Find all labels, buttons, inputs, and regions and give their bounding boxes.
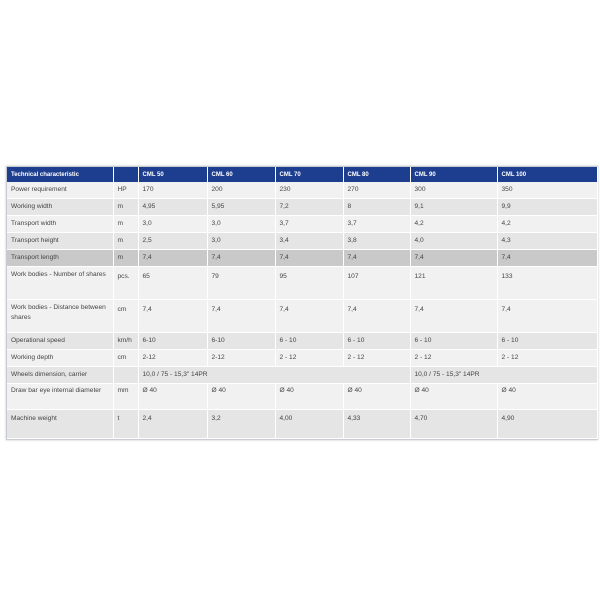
table-cell: Ø 40 [275,384,343,410]
row-unit: m [113,199,138,216]
table-cell: 6-10 [207,333,275,350]
table-cell: 7,4 [343,250,410,267]
table-cell: 121 [410,267,497,300]
table-cell: 4,33 [343,410,410,439]
row-unit: m [113,250,138,267]
table-cell: 350 [497,182,597,199]
table-cell: 7,4 [275,300,343,333]
table-cell: Ø 40 [138,384,207,410]
table-cell: 7,4 [497,300,597,333]
table-cell: 6-10 [138,333,207,350]
table-cell: 2 - 12 [497,350,597,367]
row-label: Machine weight [7,410,113,439]
table-cell: Ø 40 [410,384,497,410]
row-label: Work bodies - Number of shares [7,267,113,300]
table-cell: 7,4 [138,250,207,267]
table-row-highlighted [7,250,597,267]
table-cell: 4,0 [410,233,497,250]
table-cell: 4,3 [497,233,597,250]
table-cell: 200 [207,182,275,199]
table-cell: 107 [343,267,410,300]
table-cell: 7,2 [275,199,343,216]
table-row [7,182,597,199]
table-cell: 7,4 [497,250,597,267]
table-cell: 2 - 12 [275,350,343,367]
row-unit: km/h [113,333,138,350]
row-label: Work bodies - Distance between shares [7,300,113,333]
table-row [7,384,597,410]
row-label: Transport length [7,250,113,267]
row-unit: m [113,233,138,250]
table-cell: 3,7 [343,216,410,233]
table-cell-merged: 10,0 / 75 - 15,3" 14PR [138,367,410,384]
header-unit [113,167,138,182]
row-unit: cm [113,350,138,367]
table-cell: 4,70 [410,410,497,439]
table-cell: 6 - 10 [343,333,410,350]
table-row [7,333,597,350]
table-cell: 6 - 10 [410,333,497,350]
table-cell: 2,4 [138,410,207,439]
table-cell: 2-12 [138,350,207,367]
table-cell: 4,2 [497,216,597,233]
table-cell: 65 [138,267,207,300]
table-cell: 300 [410,182,497,199]
table-cell: 9,9 [497,199,597,216]
header-cml-90: CML 90 [410,167,497,182]
row-unit: cm [113,300,138,333]
table-cell: 9,1 [410,199,497,216]
row-label: Wheels dimension, carrier [7,367,113,384]
row-unit: mm [113,384,138,410]
table-cell: 7,4 [138,300,207,333]
table-cell: 6 - 10 [497,333,597,350]
table-cell: 3,2 [207,410,275,439]
table-row [7,300,597,333]
table-cell: 170 [138,182,207,199]
table-row [7,216,597,233]
table-cell: 3,0 [138,216,207,233]
table-cell: Ø 40 [343,384,410,410]
table-cell: 7,4 [410,250,497,267]
table-cell: 2 - 12 [410,350,497,367]
table-row [7,199,597,216]
row-label: Transport height [7,233,113,250]
tech-spec-table [7,167,598,439]
table-cell: 230 [275,182,343,199]
table-cell: 7,4 [275,250,343,267]
table-cell: 7,4 [207,300,275,333]
table-cell: 3,4 [275,233,343,250]
row-unit: HP [113,182,138,199]
table-cell: 2-12 [207,350,275,367]
table-cell: 8 [343,199,410,216]
row-label: Transport width [7,216,113,233]
header-row [7,167,597,182]
row-unit [113,367,138,384]
table-cell: 95 [275,267,343,300]
row-label: Draw bar eye internal diameter [7,384,113,410]
table-row [7,350,597,367]
table-cell: 2 - 12 [343,350,410,367]
table-cell: 133 [497,267,597,300]
table-cell: 4,95 [138,199,207,216]
row-label: Working width [7,199,113,216]
table-cell: Ø 40 [207,384,275,410]
table-row [7,410,597,439]
table-cell: 3,7 [275,216,343,233]
row-unit: pcs. [113,267,138,300]
row-label: Operational speed [7,333,113,350]
table-cell-merged: 10,0 / 75 - 15,3" 14PR [410,367,597,384]
table-cell: 79 [207,267,275,300]
table-cell: 3,0 [207,233,275,250]
table-cell: 3,0 [207,216,275,233]
table-row [7,267,597,300]
table-cell: 4,00 [275,410,343,439]
row-label: Power requirement [7,182,113,199]
tech-spec-table-container [6,166,598,440]
table-cell: 6 - 10 [275,333,343,350]
header-cml-70: CML 70 [275,167,343,182]
row-unit: m [113,216,138,233]
header-characteristic: Technical characteristic [7,167,113,182]
table-cell: 2,5 [138,233,207,250]
row-unit: t [113,410,138,439]
table-cell: 3,8 [343,233,410,250]
table-cell: 270 [343,182,410,199]
table-cell: Ø 40 [497,384,597,410]
header-cml-50: CML 50 [138,167,207,182]
table-cell: 7,4 [343,300,410,333]
table-row [7,233,597,250]
table-cell: 7,4 [207,250,275,267]
table-row [7,367,597,384]
header-cml-60: CML 60 [207,167,275,182]
header-cml-80: CML 80 [343,167,410,182]
table-cell: 4,90 [497,410,597,439]
row-label: Working depth [7,350,113,367]
header-cml-100: CML 100 [497,167,597,182]
table-cell: 5,95 [207,199,275,216]
table-cell: 4,2 [410,216,497,233]
table-cell: 7,4 [410,300,497,333]
